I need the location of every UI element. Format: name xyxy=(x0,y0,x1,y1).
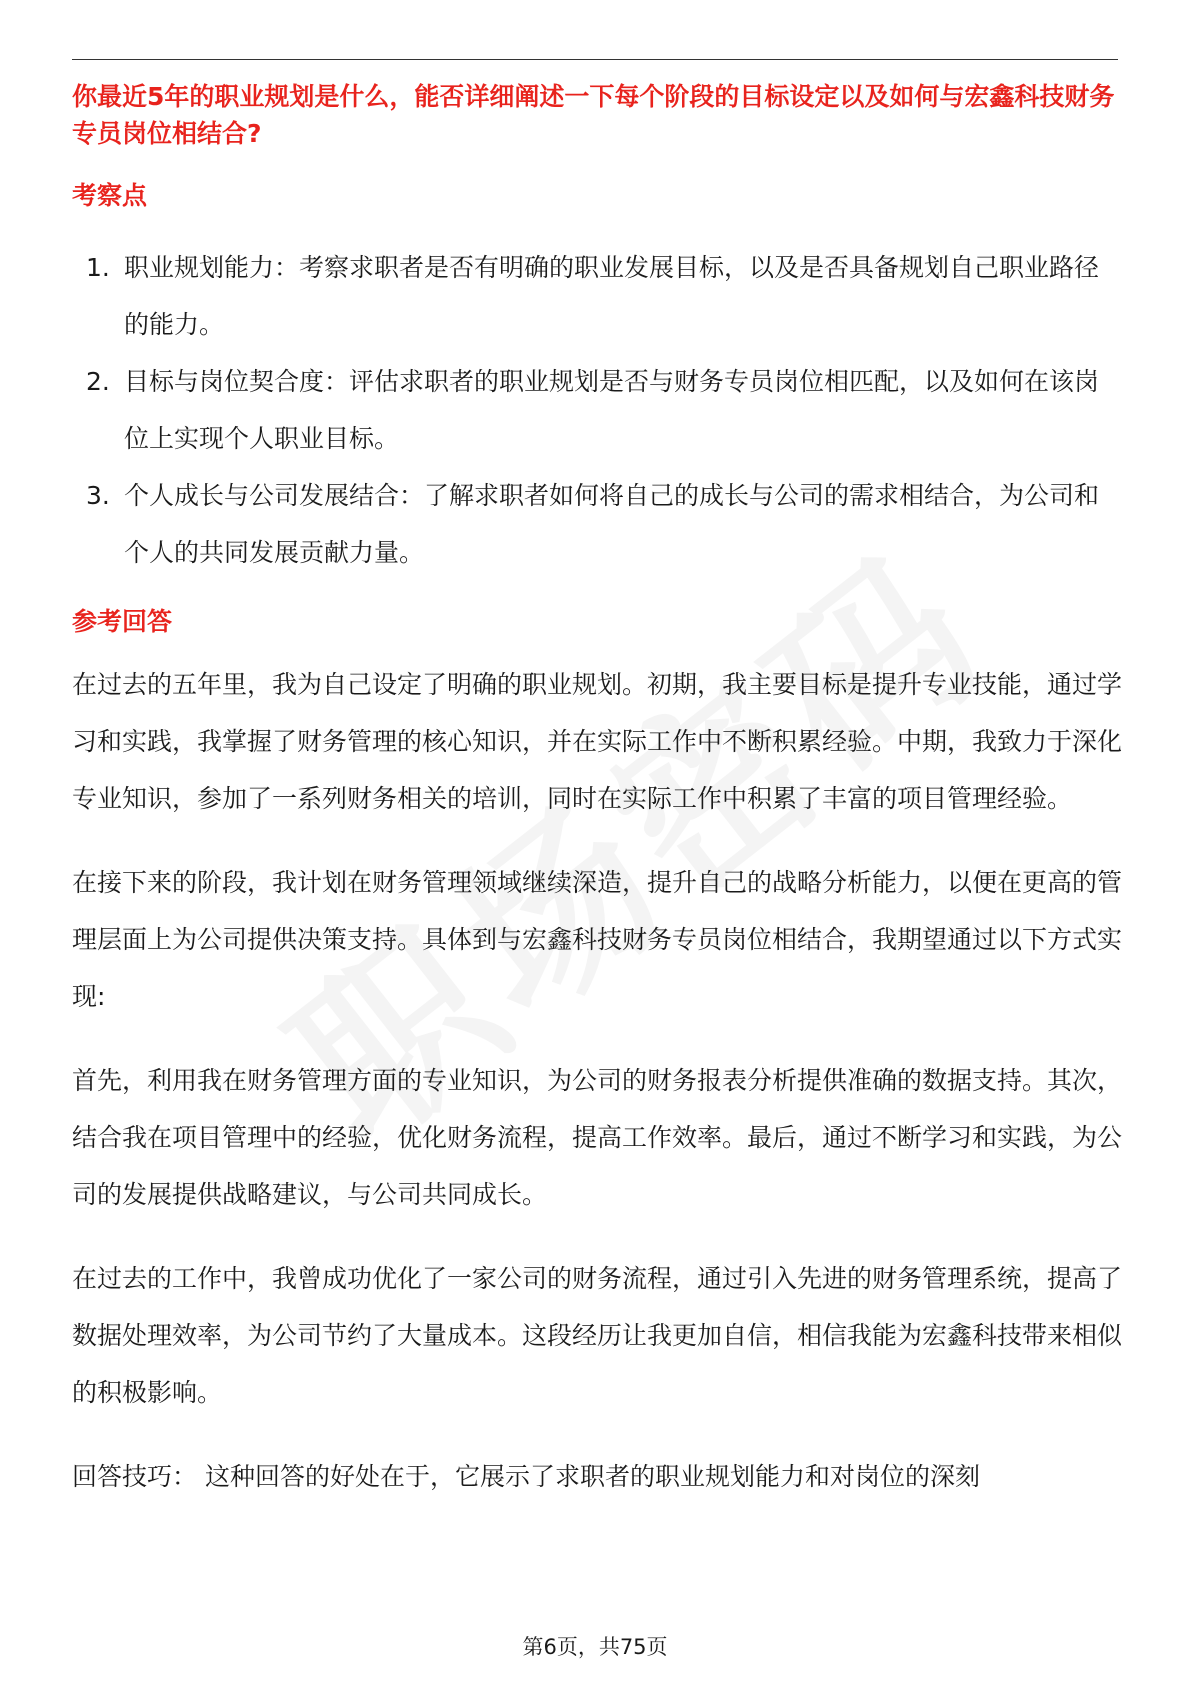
top-rule xyxy=(72,59,1118,60)
list-item xyxy=(72,353,1122,467)
answer-paragraph: 在过去的五年里，我为自己设定了明确的职业规划。初期，我主要目标是提升专业技能，通过学习和实践，我掌握了财务管理的核心知识，并在实际工作中不断积累经验。中期，我致力于深化专业知识，参加了一系列财务相关的培训，同时在实际工作中积累了丰富的项目管理经验。 xyxy=(72,670,1123,813)
list-text: 职业规划能力：考察求职者是否有明确的职业发展目标，以及是否具备规划自己职业路径的能力。 xyxy=(124,253,1100,339)
list-text: 个人成长与公司发展结合：了解求职者如何将自己的成长与公司的需求相结合，为公司和个人的共同发展贡献力量。 xyxy=(124,481,1100,567)
page-content xyxy=(72,78,1122,1505)
list-number: 3. xyxy=(86,481,110,510)
answer-paragraph: 在过去的工作中，我曾成功优化了一家公司的财务流程，通过引入先进的财务管理系统，提高了数据处理效率，为公司节约了大量成本。这段经历让我更加自信，相信我能为宏鑫科技带来相似的积极影响。 xyxy=(72,1264,1123,1407)
list-number: 2. xyxy=(86,367,110,396)
answer-paragraph: 首先，利用我在财务管理方面的专业知识，为公司的财务报表分析提供准确的数据支持。其次，结合我在项目管理中的经验，优化财务流程，提高工作效率。最后，通过不断学习和实践，为公司的发展提供战略建议，与公司共同成长。 xyxy=(72,1066,1123,1209)
list-text: 目标与岗位契合度：评估求职者的职业规划是否与财务专员岗位相匹配，以及如何在该岗位上实现个人职业目标。 xyxy=(124,367,1100,453)
list-item xyxy=(72,467,1122,581)
points-list xyxy=(72,239,1122,581)
answer-tip: 回答技巧： 这种回答的好处在于，它展示了求职者的职业规划能力和对岗位的深刻 xyxy=(72,1462,980,1491)
points-heading: 考察点 xyxy=(72,181,148,210)
question-title: 你最近5年的职业规划是什么，能否详细阐述一下每个阶段的目标设定以及如何与宏鑫科技财务专员岗位相结合? xyxy=(72,82,1115,148)
answer-heading: 参考回答 xyxy=(72,607,173,636)
list-number: 1. xyxy=(86,253,110,282)
list-item xyxy=(72,239,1122,353)
page-footer: 第6页，共75页 xyxy=(522,1635,668,1659)
answer-paragraph: 在接下来的阶段，我计划在财务管理领域继续深造，提升自己的战略分析能力，以便在更高的管理层面上为公司提供决策支持。具体到与宏鑫科技财务专员岗位相结合，我期望通过以下方式实现: xyxy=(72,868,1123,1011)
